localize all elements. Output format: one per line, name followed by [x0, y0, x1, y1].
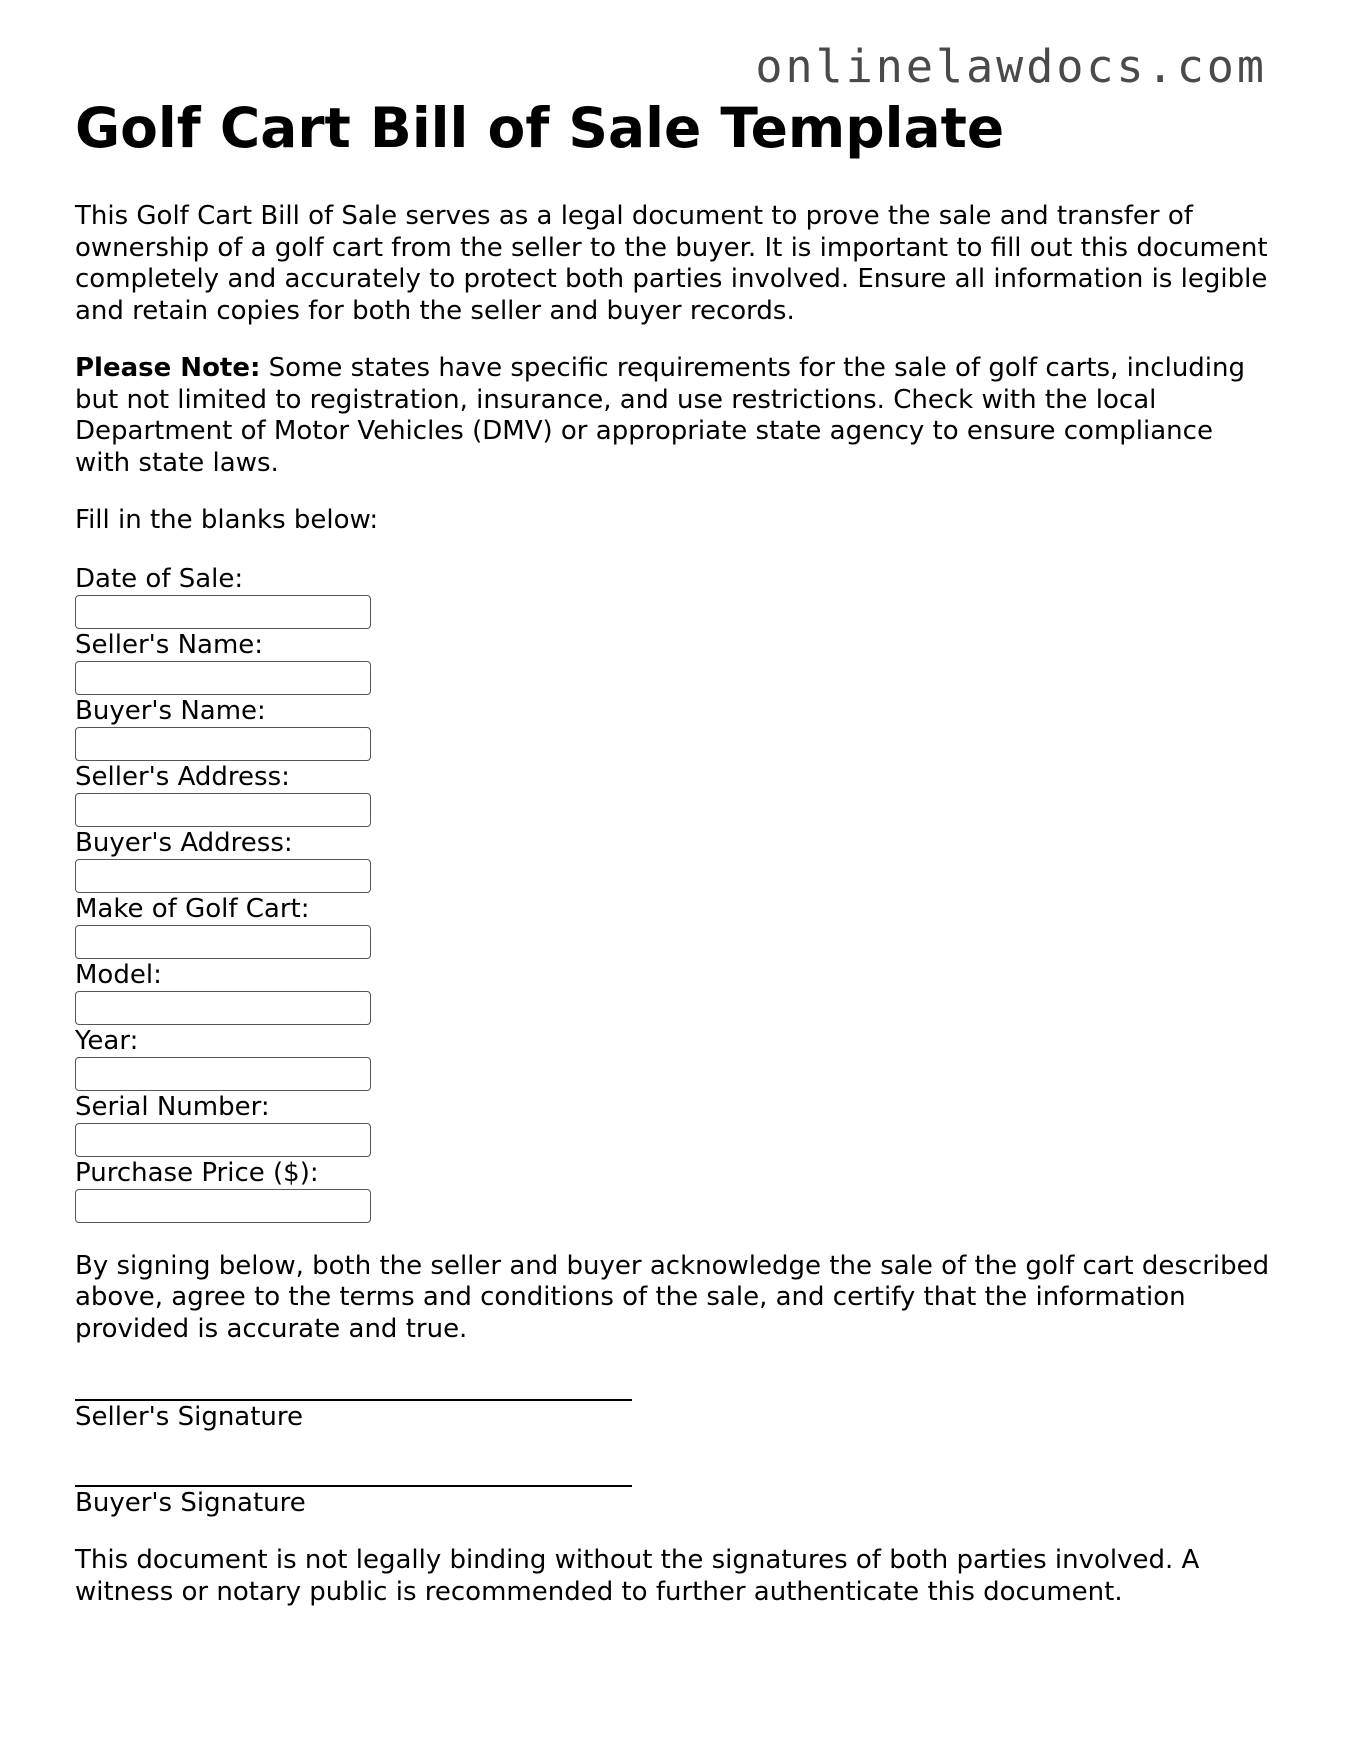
serial-number-input[interactable]: [75, 1123, 371, 1157]
closing-paragraph: This document is not legally binding without the signatures of both parties involved. A witness or notary public is recommended to further authenticate this document.: [75, 1545, 1200, 1607]
year-input[interactable]: [75, 1057, 371, 1091]
seller-address-input[interactable]: [75, 793, 371, 827]
field-seller-address: [75, 761, 1275, 827]
seller-signature-line[interactable]: [75, 1379, 632, 1401]
field-year: [75, 1025, 1275, 1091]
buyer-signature-line[interactable]: [75, 1465, 632, 1487]
field-make: [75, 893, 1275, 959]
buyer-signature-block: [75, 1465, 1275, 1519]
seller-signature-label: Seller's Signature: [75, 1402, 304, 1432]
field-label: Buyer's Name:: [75, 695, 266, 726]
form-fields: [75, 563, 1275, 1223]
purchase-price-input[interactable]: [75, 1189, 371, 1223]
field-label: Year:: [75, 1025, 139, 1056]
document-body: [75, 93, 1275, 1608]
seller-signature-block: [75, 1379, 1275, 1433]
buyer-address-input[interactable]: [75, 859, 371, 893]
note-paragraph: [75, 353, 1275, 479]
buyer-signature-label: Buyer's Signature: [75, 1488, 306, 1518]
fill-instruction: Fill in the blanks below:: [75, 505, 379, 535]
note-label: Please Note:: [75, 353, 261, 383]
field-label: Serial Number:: [75, 1091, 270, 1122]
intro-paragraph: This Golf Cart Bill of Sale serves as a legal document to prove the sale and transfer of ownership of a golf cart from the seller to the buyer. It is important to fill out this document completely and accurately to protect both parties involved. Ensure all information is legible and retain copies for both the seller and buyer records.: [75, 201, 1268, 326]
field-label: Purchase Price ($):: [75, 1157, 319, 1188]
field-model: [75, 959, 1275, 1025]
date-of-sale-input[interactable]: [75, 595, 371, 629]
field-buyer-name: [75, 695, 1275, 761]
field-label: Seller's Name:: [75, 629, 264, 660]
field-label: Seller's Address:: [75, 761, 290, 792]
watermark: onlinelawdocs.com: [755, 40, 1267, 93]
note-text: Some states have specific requirements for the sale of golf carts, including but not limited to registration, insurance, and use restrictions. Check with the local Department of Motor Vehicles (DMV) or appropriate state agency to ensure compliance with state laws.: [75, 353, 1246, 478]
page-title: Golf Cart Bill of Sale Template: [75, 96, 1005, 160]
model-input[interactable]: [75, 991, 371, 1025]
field-buyer-address: [75, 827, 1275, 893]
field-date-of-sale: [75, 563, 1275, 629]
field-label: Make of Golf Cart:: [75, 893, 310, 924]
field-purchase-price: [75, 1157, 1275, 1223]
buyer-name-input[interactable]: [75, 727, 371, 761]
field-seller-name: [75, 629, 1275, 695]
seller-name-input[interactable]: [75, 661, 371, 695]
field-label: Date of Sale:: [75, 563, 244, 594]
field-serial-number: [75, 1091, 1275, 1157]
acknowledgement-paragraph: By signing below, both the seller and buyer acknowledge the sale of the golf cart described above, agree to the terms and conditions of the sale, and certify that the information provided is accurate and true.: [75, 1250, 1270, 1344]
make-input[interactable]: [75, 925, 371, 959]
field-label: Model:: [75, 959, 162, 990]
field-label: Buyer's Address:: [75, 827, 293, 858]
